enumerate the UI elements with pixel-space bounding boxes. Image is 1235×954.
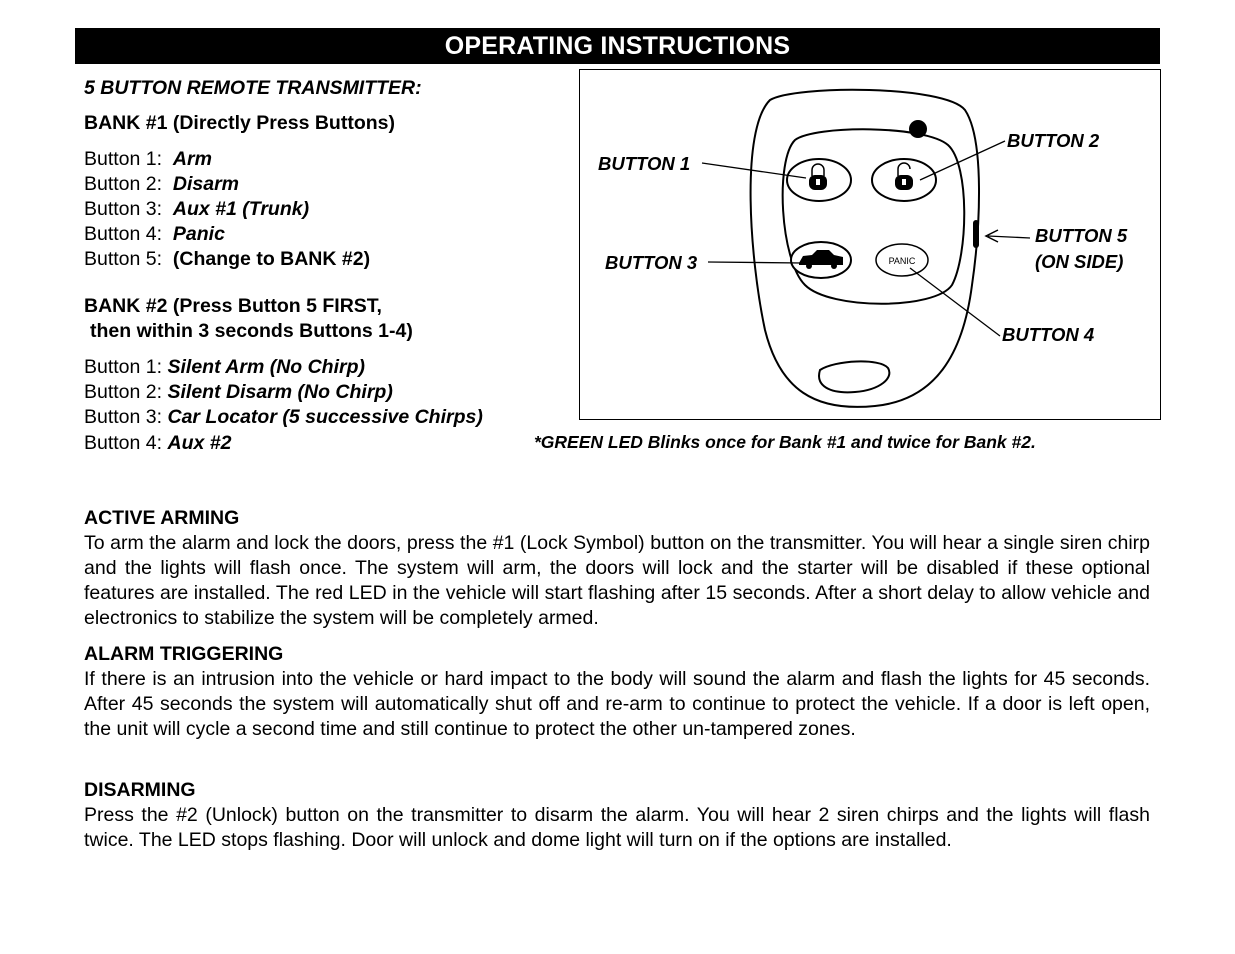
item-value: Aux #2 bbox=[167, 432, 232, 454]
bank1-title: BANK #1 (Directly Press Buttons) bbox=[84, 112, 395, 134]
bank1-item bbox=[84, 222, 225, 247]
led-note: *GREEN LED Blinks once for Bank #1 and twice for Bank #2. bbox=[534, 432, 1036, 452]
remote-diagram bbox=[579, 69, 1161, 420]
section-body: If there is an intrusion into the vehicle or hard impact to the body will sound the alarm and flash the lights for 45 seconds. After 45 seconds the system will automatically shut off and re-arm to continue to protect the vehicle. If a door is left open, the unit will cycle a second time and still continue to protect the other un-tampered zones. bbox=[84, 668, 1150, 740]
item-value: Silent Arm (No Chirp) bbox=[167, 356, 366, 378]
section-body: Press the #2 (Unlock) button on the transmitter to disarm the alarm. You will hear 2 siren chirps and the lights will flash twice. The LED stops flashing. Door will unlock and dome light will turn on if the options are installed. bbox=[84, 804, 1150, 851]
callout-button-2: BUTTON 2 bbox=[1007, 130, 1100, 151]
item-label: Button 4: bbox=[84, 223, 163, 245]
section-body: To arm the alarm and lock the doors, press the #1 (Lock Symbol) button on the transmitter. You will hear a single siren chirp and the lights will flash once. The system will arm, the doors will lock and the starter will be disabled if these optional features are installed. The red LED in the vehicle will start flashing after 15 seconds. After a short delay to allow vehicle and electronics to stabilize the system will be completely armed. bbox=[84, 532, 1150, 629]
item-value: Disarm bbox=[172, 173, 240, 195]
item-value: Panic bbox=[172, 223, 225, 245]
item-value: (Change to BANK #2) bbox=[172, 248, 371, 270]
item-value: Aux #1 (Trunk) bbox=[172, 198, 310, 220]
page-title-banner bbox=[75, 28, 1160, 64]
callout-button-1: BUTTON 1 bbox=[598, 153, 691, 174]
item-value: Silent Disarm (No Chirp) bbox=[167, 381, 393, 403]
item-label: Button 1: bbox=[84, 356, 163, 378]
item-value: Car Locator (5 successive Chirps) bbox=[167, 406, 483, 428]
leader-line-button-5 bbox=[988, 236, 1030, 238]
item-label: Button 1: bbox=[84, 148, 163, 170]
bank2-item bbox=[84, 431, 231, 456]
bank2-title-line2: then within 3 seconds Buttons 1-4) bbox=[90, 320, 413, 342]
section-heading: DISARMING bbox=[84, 779, 196, 801]
bank2-item bbox=[84, 405, 483, 430]
item-label: Button 3: bbox=[84, 406, 163, 428]
callout-button-5-side: (ON SIDE) bbox=[1035, 251, 1124, 272]
bank2-item bbox=[84, 380, 393, 405]
item-label: Button 4: bbox=[84, 432, 163, 454]
panic-label: PANIC bbox=[888, 256, 916, 266]
callout-button-3: BUTTON 3 bbox=[605, 252, 698, 273]
callout-button-5: BUTTON 5 bbox=[1035, 225, 1128, 246]
item-label: Button 3: bbox=[84, 198, 163, 220]
item-label: Button 2: bbox=[84, 381, 163, 403]
bank1-item bbox=[84, 172, 239, 197]
bank2-title-line1: BANK #2 (Press Button 5 FIRST, bbox=[84, 295, 382, 317]
led-indicator-icon bbox=[909, 120, 927, 138]
item-value: Arm bbox=[172, 148, 212, 170]
section-heading: ACTIVE ARMING bbox=[84, 507, 240, 529]
item-label: Button 5: bbox=[84, 248, 163, 270]
remote-heading: 5 BUTTON REMOTE TRANSMITTER: bbox=[84, 77, 422, 99]
button-5-shape bbox=[973, 220, 979, 248]
bank1-item bbox=[84, 247, 370, 272]
section-heading: ALARM TRIGGERING bbox=[84, 643, 284, 665]
bank2-item bbox=[84, 355, 365, 380]
callout-button-4: BUTTON 4 bbox=[1002, 324, 1095, 345]
page-title: OPERATING INSTRUCTIONS bbox=[444, 31, 791, 60]
bank1-item bbox=[84, 147, 212, 172]
item-label: Button 2: bbox=[84, 173, 163, 195]
bank1-item bbox=[84, 197, 309, 222]
